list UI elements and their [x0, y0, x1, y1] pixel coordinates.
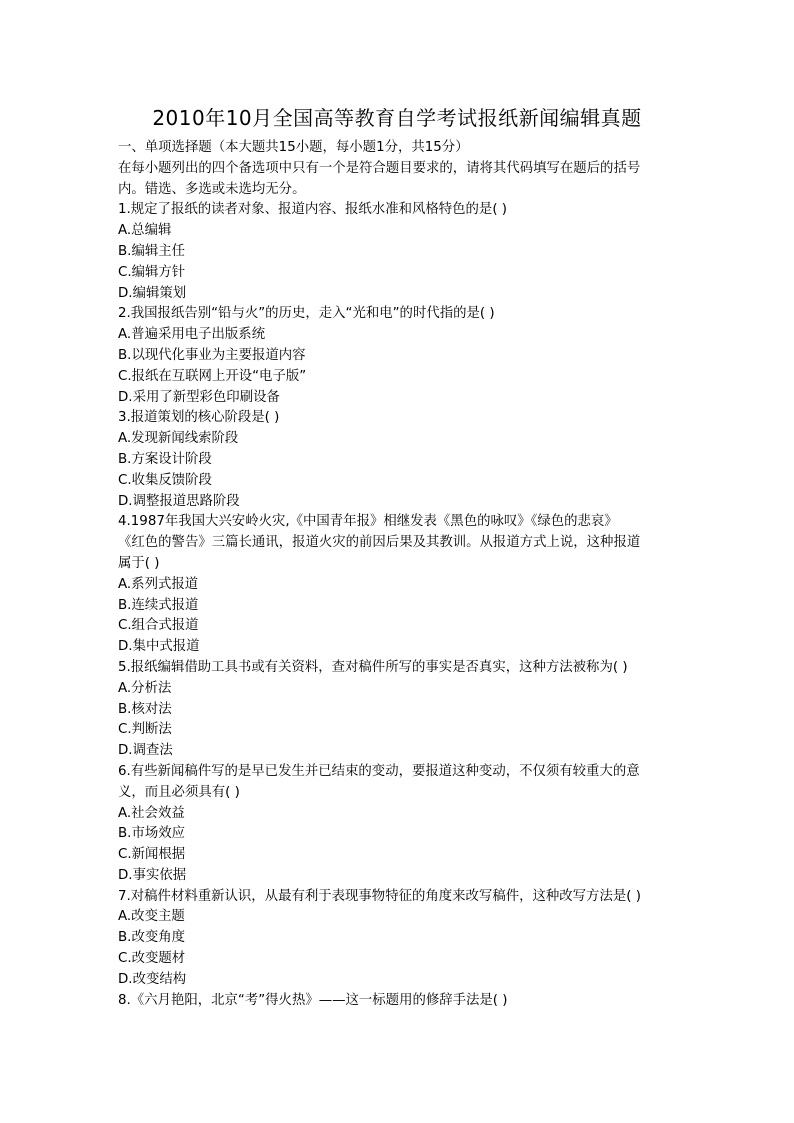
option-a: A.发现新闻线索阶段	[118, 431, 239, 447]
option-b: B.以现代化事业为主要报道内容	[118, 347, 306, 363]
option-b: B.连续式报道	[118, 597, 199, 613]
question-stem: 5.报纸编辑借助工具书或有关资料，查对稿件所写的事实是否真实，这种方法被称为( )	[118, 659, 628, 675]
option-a: A.普遍采用电子出版系统	[118, 327, 266, 343]
option-c: C.新闻根据	[118, 847, 186, 863]
option-c: C.编辑方针	[118, 264, 186, 280]
option-b: B.方案设计阶段	[118, 451, 212, 467]
question-stem: 8.《六月艳阳，北京“考”得火热》——这一标题用的修辞手法是( )	[118, 992, 508, 1008]
option-c: C.判断法	[118, 722, 172, 738]
option-b: B.改变角度	[118, 930, 186, 946]
option-a: A.分析法	[118, 680, 172, 696]
option-c: C.报纸在互联网上开设“电子版”	[118, 368, 307, 384]
option-a: A.系列式报道	[118, 576, 199, 592]
question-stem: 4.1987年我国大兴安岭火灾,《中国青年报》相继发表《黑色的咏叹》《绿色的悲哀》	[118, 514, 618, 530]
question-stem-continued: 属于( )	[118, 555, 160, 571]
question-stem-continued: 义，而且必须具有( )	[118, 784, 240, 800]
option-b: B.编辑主任	[118, 243, 186, 259]
option-a: A.社会效益	[118, 805, 185, 821]
option-d: D.事实依据	[118, 867, 187, 883]
option-c: C.组合式报道	[118, 618, 199, 634]
option-b: B.核对法	[118, 701, 172, 717]
option-b: B.市场效应	[118, 826, 186, 842]
question-stem-continued: 《红色的警告》三篇长通讯，报道火灾的前因后果及其教训。从报道方式上说，这种报道	[118, 535, 641, 551]
question-stem: 3.报道策划的核心阶段是( )	[118, 410, 280, 426]
question-stem: 2.我国报纸告别“铅与火”的历史，走入“光和电”的时代指的是( )	[118, 306, 495, 322]
document-title: 2010年10月全国高等教育自学考试报纸新闻编辑真题	[152, 106, 642, 130]
option-d: D.调查法	[118, 743, 173, 759]
instructions-line: 内。错选、多选或未选均无分。	[118, 181, 306, 197]
option-d: D.调整报道思路阶段	[118, 493, 240, 509]
option-a: A.总编辑	[118, 223, 172, 239]
question-stem: 6.有些新闻稿件写的是早已发生并已结束的变动，要报道这种变动，不仅须有较重大的意	[118, 763, 640, 779]
question-stem: 1.规定了报纸的读者对象、报道内容、报纸水准和风格特色的是( )	[118, 202, 508, 218]
option-d: D.改变结构	[118, 971, 187, 987]
document-body	[118, 138, 678, 1011]
option-c: C.改变题材	[118, 951, 186, 967]
question-stem: 7.对稿件材料重新认识，从最有利于表现事物特征的角度来改写稿件，这种改写方法是( )	[118, 888, 641, 904]
option-c: C.收集反馈阶段	[118, 472, 212, 488]
section-heading: 一、单项选择题（本大题共15小题，每小题1分，共15分）	[118, 140, 469, 155]
option-d: D.集中式报道	[118, 639, 200, 655]
option-d: D.编辑策划	[118, 285, 187, 301]
option-a: A.改变主题	[118, 909, 185, 925]
option-d: D.采用了新型彩色印刷设备	[118, 389, 280, 405]
instructions-line: 在每小题列出的四个备选项中只有一个是符合题目要求的，请将其代码填写在题后的括号	[118, 160, 641, 176]
